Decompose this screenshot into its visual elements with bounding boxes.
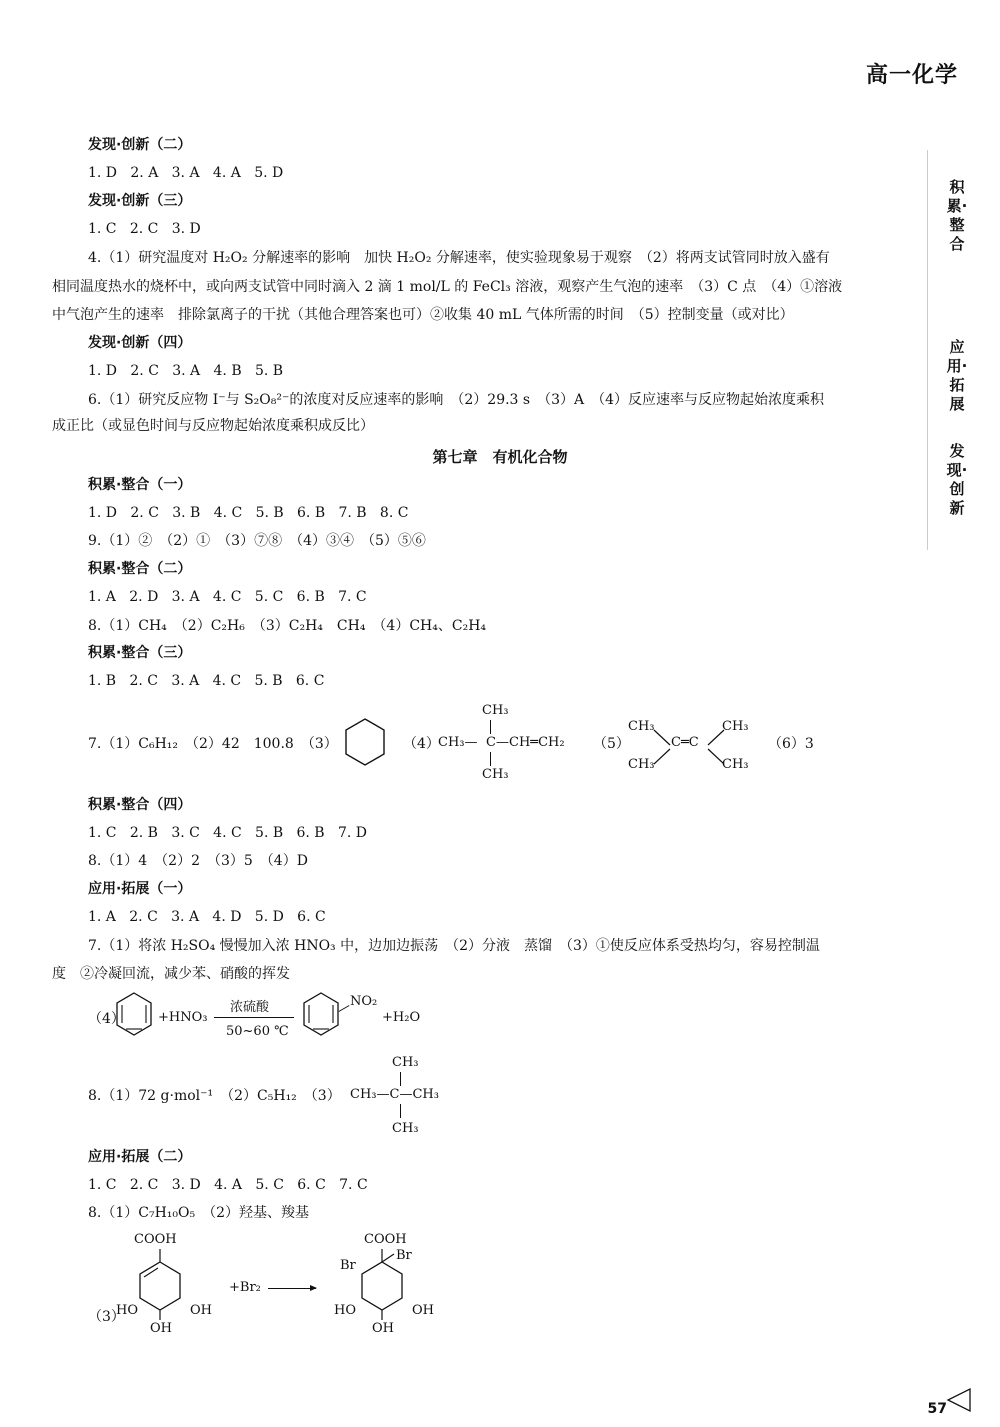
reaction-arrow: [268, 1288, 316, 1289]
bond-line: [400, 1072, 401, 1086]
page-corner-triangle-icon: [946, 1387, 972, 1413]
formula-cooh: COOH: [364, 1232, 407, 1247]
section-title: 积累·整合（一）: [88, 477, 192, 493]
answer-text: （4）: [88, 1011, 125, 1027]
formula-ch3-bottom: CH₃: [482, 767, 509, 782]
section-title: 积累·整合（三）: [88, 645, 192, 661]
formula-ch3-bottom: CH₃: [392, 1121, 419, 1136]
side-tab-apply[interactable]: 应用·拓展: [946, 338, 968, 413]
formula-oh: OH: [150, 1321, 172, 1336]
answer-text: 成正比（或显色时间与反应物起始浓度乘积成反比）: [52, 418, 374, 434]
reaction-condition-temp: 50~60 ℃: [226, 1024, 289, 1039]
reaction-condition-acid: 浓硫酸: [230, 1000, 270, 1015]
section-title: 发现·创新（二）: [88, 137, 192, 153]
formula-ho: HO: [334, 1303, 356, 1318]
answer-line: 1. D 2. A 3. A 4. A 5. D: [88, 165, 284, 181]
formula-ch3: CH₃: [722, 719, 749, 734]
bond-line: [490, 752, 491, 766]
formula-ch3-c-ch3: CH₃—C—CH₃: [350, 1087, 439, 1102]
answer-text: 7.（1）将浓 H₂SO₄ 慢慢加入浓 HNO₃ 中，边加边振荡 （2）分液 蒸馏 （3）①使反应体系受热均匀，容易控制温: [88, 938, 820, 954]
formula-ch3: CH₃: [628, 757, 655, 772]
answer-text: 6.（1）研究反应物 I⁻与 S₂O₈²⁻的浓度对反应速率的影响 （2）29.3 s （3）A （4）反应速率与反应物起始浓度乘积: [88, 392, 825, 408]
answer-line: 1. C 2. C 3. D 4. A 5. C 6. C 7. C: [88, 1177, 368, 1193]
formula-chain: —CH═CH₂: [496, 735, 565, 750]
benzene-structure: [114, 990, 154, 1038]
side-tab-accumulate[interactable]: 积累·整合: [946, 178, 968, 253]
answer-line: 8.（1）4 （2）2 （3）5 （4）D: [88, 853, 308, 869]
benzene-structure: [301, 990, 341, 1038]
section-title: 发现·创新（四）: [88, 335, 192, 351]
page-title: 高一化学: [865, 62, 958, 88]
answer-text: 4.（1）研究温度对 H₂O₂ 分解速率的影响 加快 H₂O₂ 分解速率，使实验现象易于观察 （2）将两支试管同时放入盛有: [88, 250, 830, 266]
bond-line: [400, 1104, 401, 1118]
answer-text: 度 ②冷凝回流，减少苯、硝酸的挥发: [52, 966, 290, 982]
formula-hno3: +HNO₃: [158, 1010, 208, 1025]
formula-ch3-top: CH₃: [482, 703, 509, 718]
formula-oh: OH: [412, 1303, 434, 1318]
answer-line: 9.（1）② （2）① （3）⑦⑧ （4）③④ （5）⑤⑥: [88, 533, 426, 549]
formula-c-eq-c: C═C: [671, 735, 699, 750]
answer-text: （5）: [593, 736, 630, 752]
answer-line: 1. C 2. B 3. C 4. C 5. B 6. B 7. D: [88, 825, 367, 841]
formula-h2o: +H₂O: [382, 1010, 421, 1025]
formula-ch3-top: CH₃: [392, 1055, 419, 1070]
section-title: 发现·创新（三）: [88, 193, 192, 209]
section-title: 积累·整合（二）: [88, 561, 192, 577]
bond-line: [490, 720, 491, 734]
arrow-head-icon: [310, 1285, 317, 1291]
answer-text: 中气泡产生的速率 排除氯离子的干扰（其他合理答案也可）②收集 40 mL 气体所需的时间 （5）控制变量（或对比）: [52, 307, 794, 323]
answer-line: 1. C 2. C 3. D: [88, 221, 201, 237]
formula-cooh: COOH: [134, 1232, 177, 1247]
answer-line: 8.（1）CH₄ （2）C₂H₆ （3）C₂H₄ CH₄ （4）CH₄、C₂H₄: [88, 618, 487, 634]
answer-line: 1. A 2. D 3. A 4. C 5. C 6. B 7. C: [88, 589, 367, 605]
formula-no2: NO₂: [350, 994, 378, 1009]
formula-ch3: CH₃: [628, 719, 655, 734]
formula-ch3-left: CH₃—: [438, 735, 478, 750]
ring-structure-reactant: [130, 1246, 196, 1326]
formula-br2: +Br₂: [229, 1280, 261, 1295]
answer-line: 1. A 2. C 3. A 4. D 5. D 6. C: [88, 909, 326, 925]
side-tab-discover[interactable]: 发现·创新: [946, 442, 968, 517]
answer-text: 7.（1）C₆H₁₂ （2）42 100.8 （3）: [88, 736, 338, 752]
formula-oh: OH: [190, 1303, 212, 1318]
formula-ho: HO: [116, 1303, 138, 1318]
formula-br: Br: [340, 1258, 356, 1273]
answer-line: 1. D 2. C 3. A 4. B 5. B: [88, 363, 284, 379]
answer-text: 8.（1）72 g·mol⁻¹ （2）C₅H₁₂ （3）: [88, 1088, 341, 1104]
side-divider: [927, 150, 928, 550]
answer-text: 相同温度热水的烧杯中，或向两支试管中同时滴入 2 滴 1 mol/L 的 FeCl₃ 溶液，观察产生气泡的速率 （3）C 点 （4）①溶液: [52, 279, 843, 295]
section-title: 应用·拓展（一）: [88, 881, 192, 897]
formula-oh: OH: [372, 1321, 394, 1336]
answer-text: （6）3: [768, 736, 814, 752]
section-title: 应用·拓展（二）: [88, 1149, 192, 1165]
formula-carbon: C: [486, 735, 496, 750]
page-number: 57: [927, 1401, 947, 1417]
answer-line: 1. D 2. C 3. B 4. C 5. B 6. B 7. B 8. C: [88, 505, 409, 521]
answer-text: （4）: [403, 736, 440, 752]
answer-line: 1. B 2. C 3. A 4. C 5. B 6. C: [88, 673, 325, 689]
cyclohexane-structure: [343, 716, 387, 768]
answer-line: 8.（1）C₇H₁₀O₅ （2）羟基、羧基: [88, 1205, 310, 1221]
section-title: 积累·整合（四）: [88, 797, 192, 813]
chapter-title: 第七章 有机化合物: [432, 448, 568, 466]
formula-ch3: CH₃: [722, 757, 749, 772]
reaction-arrow: [214, 1017, 294, 1018]
answer-text: （3）: [88, 1309, 125, 1325]
formula-br: Br: [396, 1248, 412, 1263]
